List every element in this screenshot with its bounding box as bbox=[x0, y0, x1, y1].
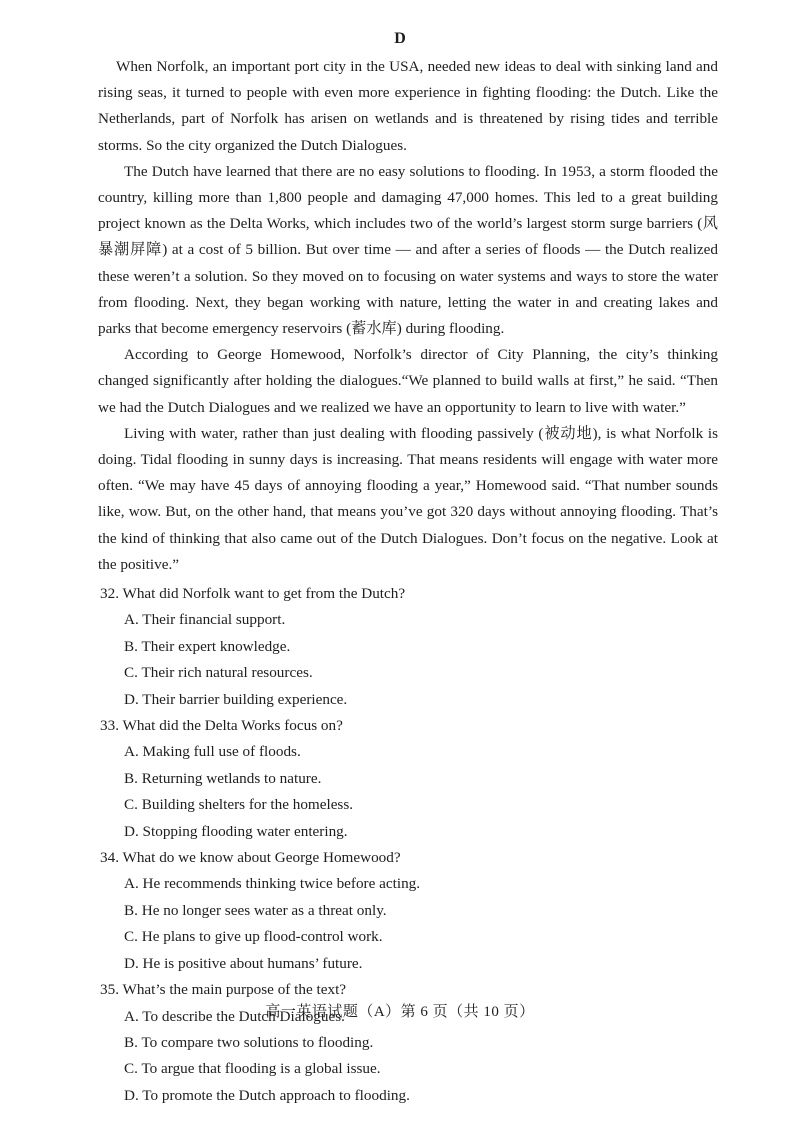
option-b: B. To compare two solutions to flooding. bbox=[124, 1033, 374, 1051]
option-c: C. Their rich natural resources. bbox=[124, 664, 313, 682]
option-a: A. To describe the Dutch Dialogues. bbox=[124, 1007, 345, 1025]
question-34 bbox=[100, 845, 720, 977]
option-b: B. Their expert knowledge. bbox=[124, 637, 291, 655]
option-list bbox=[100, 607, 720, 713]
passage-paragraph-2: The Dutch have learned that there are no easy solutions to flooding. In 1953, a storm flooded the country, killing more than 1,800 people and damaging 47,000 homes. This led to a great building project known as the Delta Works, which includes two of the world’s largest storm surge barriers (风暴潮屏障) at a cost of 5 billion. But over time — and after a series of floods — the Dutch realized these weren’t a solution. So they moved on to focusing on water systems and ways to store the water from flooding. Next, they began working with nature, letting the water in and creating lakes and parks that become emergency reservoirs (蓄水库) during flooding. bbox=[98, 162, 718, 338]
question-stem: 34. What do we know about George Homewood? bbox=[100, 849, 401, 867]
question-stem: 33. What did the Delta Works focus on? bbox=[100, 717, 343, 735]
question-32 bbox=[100, 581, 720, 713]
question-stem: 35. What’s the main purpose of the text? bbox=[100, 981, 347, 999]
option-c: C. To argue that flooding is a global issue. bbox=[124, 1060, 381, 1078]
option-d: D. To promote the Dutch approach to flooding. bbox=[124, 1086, 410, 1104]
option-d: D. Their barrier building experience. bbox=[124, 690, 348, 708]
section-label: D bbox=[394, 30, 406, 47]
question-list bbox=[100, 581, 720, 1109]
passage-paragraph-3: According to George Homewood, Norfolk’s director of City Planning, the city’s thinking changed significantly after holding the dialogues.“We planned to build walls at first,” he said. “Then we had the Dutch Dialogues and we realized we have an opportunity to learn to live with water.” bbox=[98, 346, 718, 416]
option-a: A. Making full use of floods. bbox=[124, 743, 301, 761]
option-a: A. He recommends thinking twice before acting. bbox=[124, 875, 421, 893]
option-d: D. He is positive about humans’ future. bbox=[124, 954, 363, 972]
page-footer: 高一英语试题（A）第 6 页（共 10 页） bbox=[265, 1004, 535, 1020]
option-c: C. Building shelters for the homeless. bbox=[124, 796, 354, 814]
passage-paragraph-1: When Norfolk, an important port city in the USA, needed new ideas to deal with sinking land and rising seas, it turned to people with even more experience in fighting flooding: the Dutch. Like the Netherlands, part of Norfolk has arisen on wetlands and is threatened by rising tides and terrible storms. So the city organized the Dutch Dialogues. bbox=[98, 58, 718, 154]
option-d: D. Stopping flooding water entering. bbox=[124, 822, 348, 840]
option-b: B. Returning wetlands to nature. bbox=[124, 769, 322, 787]
option-b: B. He no longer sees water as a threat only. bbox=[124, 901, 387, 919]
option-list bbox=[100, 871, 720, 977]
passage-paragraph-4: Living with water, rather than just dealing with flooding passively (被动地), is what Norfolk is doing. Tidal flooding in sunny days is increasing. That means residents will engage with water more often. “We may have 45 days of annoying flooding a year,” Homewood said. “That number sounds like, wow. But, on the other hand, that means you’ve got 320 days without annoying flooding. That’s the kind of thinking that also came out of the Dutch Dialogues. Don’t focus on the negative. Look at the positive.” bbox=[98, 424, 718, 573]
question-33 bbox=[100, 713, 720, 845]
option-list bbox=[100, 739, 720, 845]
question-35 bbox=[100, 977, 720, 1109]
option-c: C. He plans to give up flood-control work. bbox=[124, 928, 383, 946]
question-stem: 32. What did Norfolk want to get from the Dutch? bbox=[100, 585, 406, 602]
option-a: A. Their financial support. bbox=[124, 611, 286, 629]
reading-passage bbox=[98, 54, 718, 578]
